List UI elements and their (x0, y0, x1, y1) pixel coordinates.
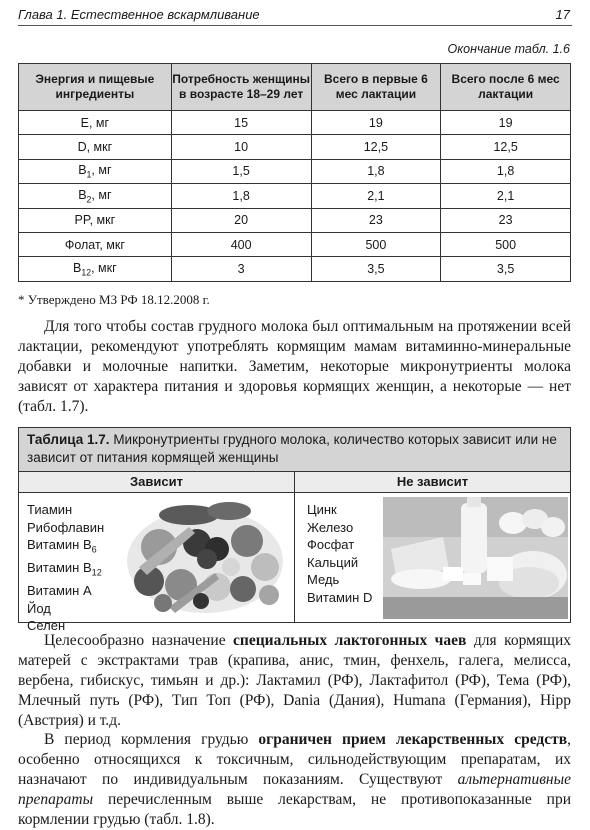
table-cell: 1,5 (171, 159, 311, 183)
paragraph: Для того чтобы состав грудного молока был оптимальным на протяжении всей лактации, рекомендуют употреблять кормящим мамам витаминно-минеральные добавки и молочные напитки. Заметим, некоторые микронутриенты молока зависят от характера питания и здоровья кормящих женщин, а некоторые — нет (табл. 1.7). (18, 318, 571, 415)
dairy-products-image (383, 497, 568, 619)
table-cell: 2,1 (311, 184, 441, 208)
table-title-text: Микронутриенты грудного молока, количество которых зависит или не зависит от питания кормящей женщины (27, 432, 557, 465)
table-cell: 1,8 (311, 159, 441, 183)
table-label: Таблица 1.7. (27, 432, 110, 447)
table-cell: 23 (441, 208, 571, 232)
running-header (18, 5, 572, 26)
list-item: Селен (27, 618, 66, 634)
table-row (19, 111, 571, 135)
list-item: Медь (307, 572, 340, 587)
table-cell: 2,1 (441, 184, 571, 208)
text-run: перечисленным выше лекарствам, не противопоказанные при кормлении грудью (табл. 1.8). (18, 791, 571, 828)
table-cell: 12,5 (441, 135, 571, 159)
table-row (19, 232, 571, 256)
table-title (19, 428, 570, 472)
list-item: Витамин $В_6$ (27, 537, 97, 555)
emphasis-bold: ограничен прием лекарственных средств (258, 731, 568, 748)
list-item: Рибофлавин (27, 519, 105, 535)
column-header-dependent: Зависит (19, 472, 295, 492)
list-item: Витамин $В_{12}$ (27, 560, 102, 578)
column-header: Энергия и пищевые ингредиенты (19, 64, 172, 111)
table-row (19, 208, 571, 232)
table-cell: 3 (171, 257, 311, 281)
table-continuation-caption: Окончание табл. 1.6 (447, 42, 570, 56)
list-item: Тиамин (27, 502, 73, 517)
table-row (19, 257, 571, 281)
page-number: 17 (555, 7, 570, 22)
paragraph (18, 631, 571, 731)
text-run: , особенно относящихся к токсичным, сильнодействующим препаратам, их назначают по индивидуальным показаниям. Существуют (18, 731, 571, 788)
table-row (19, 135, 571, 159)
list-item: Витамин D (307, 589, 373, 605)
text-run: для кормящих матерей с экстрактами трав (крапива, анис, тмин, фенхель, галега, мелисса, вербена, гибискус, тимьян и др.): Лактамил (РФ), Лактафитол (РФ), Тема (РФ), Млечный путь (РФ), Тип Топ (РФ), Dania (Дания), Humana (Германия), Hipp (Австрия) и т.д. (18, 632, 572, 729)
list-item: Витамин А (27, 583, 92, 599)
table-cell: 3,5 (311, 257, 441, 281)
independent-list (307, 501, 372, 606)
row-label: E, мг (19, 111, 172, 135)
dependent-column (19, 493, 295, 634)
emphasis-bold: специальных лактогонных чаев (233, 632, 467, 649)
list-item: Йод (27, 600, 51, 616)
table-1-6 (18, 63, 571, 282)
table-header-row (19, 64, 571, 111)
table-cell: 1,8 (441, 159, 571, 183)
fruits-vegetables-image (119, 497, 291, 619)
row-label: $B_2$, мг (19, 184, 172, 208)
table-cell: 19 (441, 111, 571, 135)
paragraph (18, 730, 571, 830)
table-cell: 1,8 (171, 184, 311, 208)
table-header-row (19, 472, 570, 493)
table-cell: 500 (311, 232, 441, 256)
list-item: Цинк (307, 502, 337, 517)
list-item: Кальций (307, 554, 359, 570)
table-cell: 3,5 (441, 257, 571, 281)
table-footnote: * Утверждено МЗ РФ 18.12.2008 г. (18, 292, 210, 307)
table-row (19, 184, 571, 208)
table-1-7 (18, 427, 571, 634)
text-run: В период кормления грудью (44, 731, 259, 748)
table-cell: 500 (441, 232, 571, 256)
emphasis-italic: альтернативные препараты (18, 771, 571, 808)
column-header-independent: Не зависит (396, 474, 469, 489)
chapter-title: Глава 1. Естественное вскармливание (18, 7, 260, 22)
row-label: $B_{12}$, мкг (19, 257, 172, 281)
column-header: Всего после 6 мес лактации (441, 64, 571, 111)
table-cell: 19 (311, 111, 441, 135)
table-cell: 10 (171, 135, 311, 159)
row-label: PP, мкг (19, 208, 172, 232)
column-header: Потребность женщины в возрасте 18–29 лет (171, 64, 311, 111)
row-label: D, мкг (19, 135, 172, 159)
list-item: Железо (307, 519, 354, 535)
dependent-list (27, 501, 104, 635)
table-cell: 23 (311, 208, 441, 232)
table-cell: 15 (171, 111, 311, 135)
table-cell: 400 (171, 232, 311, 256)
text-run: Целесообразно назначение (44, 632, 234, 649)
row-label: $B_1$, мг (19, 159, 172, 183)
independent-column (295, 493, 570, 623)
row-label: Фолат, мкг (19, 232, 172, 256)
table-row (19, 159, 571, 183)
table-cell: 12,5 (311, 135, 441, 159)
list-item: Фосфат (307, 537, 355, 552)
table-cell: 20 (171, 208, 311, 232)
column-header: Всего в первые 6 мес лактации (311, 64, 441, 111)
